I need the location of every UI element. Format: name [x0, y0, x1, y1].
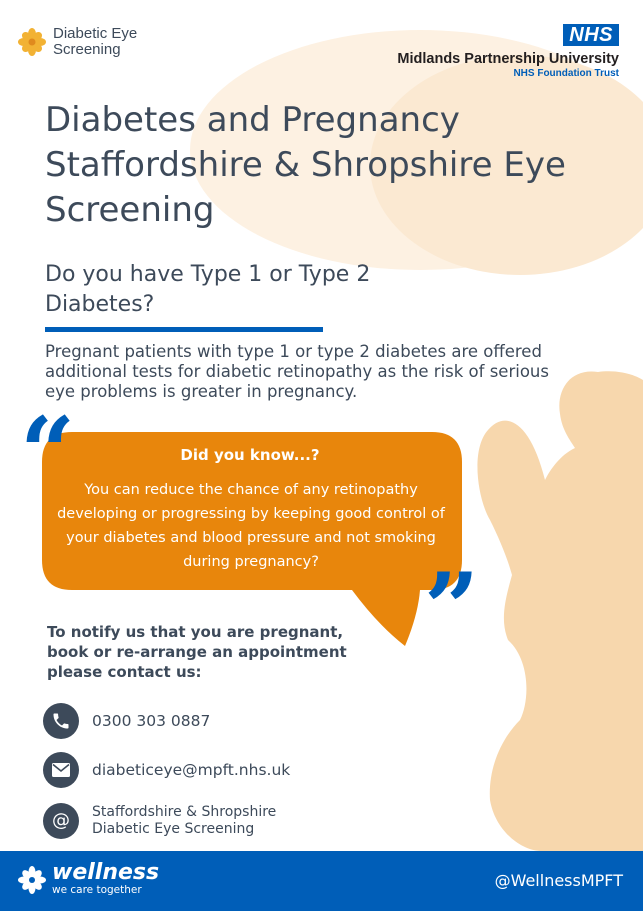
page-title: Diabetes and Pregnancy Staffordshire & Shropshire Eye Screening — [45, 100, 566, 230]
quote-open-icon: “ — [20, 396, 76, 509]
phone-icon — [43, 703, 79, 739]
org-subtitle: NHS Foundation Trust — [513, 68, 619, 79]
header — [0, 0, 643, 90]
footer — [0, 851, 643, 911]
phone-number: 0300 303 0887 — [92, 712, 211, 730]
nhs-logo: NHS — [563, 24, 619, 46]
callout-body: You can reduce the chance of any retinopathy developing or progressing by keeping good control of your diabetes and blood pressure and not smoking during pregnancy? — [57, 482, 445, 570]
wellness-logo — [18, 862, 159, 897]
service-name: Diabetic Eye Screening — [53, 25, 138, 58]
intro-text: Pregnant patients with type 1 or type 2 diabetes are offered additional tests for diabetic retinopathy as the risk of serious eye problems is greater in pregnancy. — [45, 342, 549, 401]
email-address: diabeticeye@mpft.nhs.uk — [92, 761, 291, 779]
at-icon: @ — [43, 803, 79, 839]
contact-social[interactable] — [43, 803, 276, 839]
subtitle: Do you have Type 1 or Type 2 Diabetes? — [45, 262, 371, 317]
org-name: Midlands Partnership University — [397, 51, 619, 67]
contact-intro: To notify us that you are pregnant, book or re-arrange an appointment please contact us: — [47, 623, 347, 681]
wellness-tagline: we care together — [52, 884, 142, 896]
service-logo — [18, 26, 137, 58]
flower-icon — [18, 28, 46, 56]
contact-phone[interactable] — [43, 703, 210, 739]
contact-email[interactable] — [43, 752, 290, 788]
trust-logo — [397, 24, 619, 80]
mail-icon — [43, 752, 79, 788]
divider — [45, 327, 323, 332]
wellness-name: wellness — [52, 860, 160, 885]
social-handle[interactable]: @WellnessMPFT — [494, 871, 623, 890]
flower-icon — [18, 866, 46, 894]
quote-close-icon: ” — [424, 552, 480, 665]
callout-heading: Did you know...? — [180, 446, 320, 464]
social-name: Staffordshire & Shropshire Diabetic Eye Screening — [92, 804, 277, 837]
